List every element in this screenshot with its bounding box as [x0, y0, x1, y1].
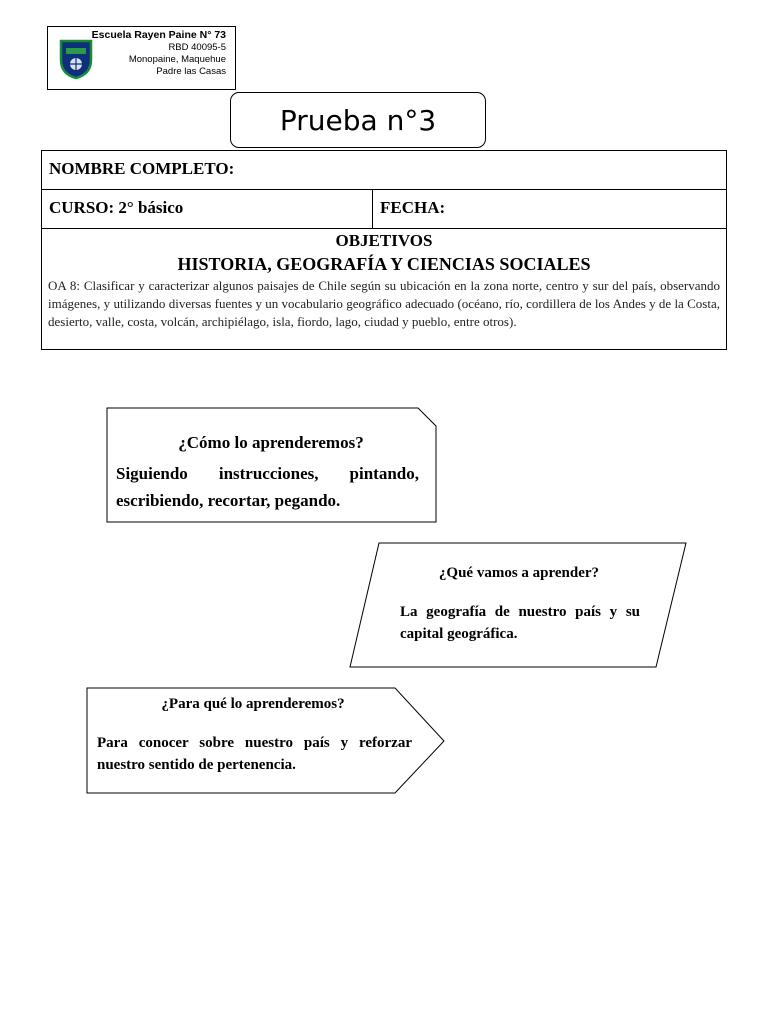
how-answer: Siguiendo instrucciones, pintando, escribiendo, recortar, pegando. [116, 464, 419, 510]
school-name: Escuela Rayen Paine N° 73 [91, 29, 226, 41]
objective-description: OA 8: Clasificar y caracterizar algunos paisajes de Chile según su ubicación en la zona norte, centro y sur del país, observando imágenes, y utilizando diversas fuentes y un vocabulario geográfico adecuado (océano, río, cordillera de los Andes y de la Costa, desierto, valle, costa, volcán, archipiélago, isla, fiordo, lago, ciudad y pueblo, entre otros). [48, 278, 720, 329]
subject-title: HISTORIA, GEOGRAFÍA Y CIENCIAS SOCIALES [177, 254, 591, 274]
why-question: ¿Para qué lo aprenderemos? [161, 696, 345, 712]
course-row [42, 190, 726, 229]
objectives-title: OBJETIVOS [335, 231, 433, 250]
school-place: Monopaine, Maquehue [128, 54, 226, 65]
how-question: ¿Cómo lo aprenderemos? [178, 433, 364, 452]
objectives-row [42, 229, 726, 350]
title-box [230, 92, 486, 148]
school-crest-icon [58, 38, 94, 80]
school-header [47, 26, 236, 90]
cell-divider [372, 190, 373, 228]
student-info-table [41, 150, 727, 350]
date-label[interactable]: FECHA: [380, 198, 446, 217]
what-answer: La geografía de nuestro país y su capital geográfica. [400, 604, 640, 642]
school-city: Padre las Casas [156, 66, 226, 77]
what-question: ¿Qué vamos a aprender? [438, 565, 600, 581]
name-row[interactable] [42, 151, 726, 190]
school-rbd: RBD 40095-5 [168, 42, 226, 53]
page-title: Prueba n°3 [279, 103, 437, 137]
course-label: CURSO: 2° básico [49, 198, 184, 217]
why-answer: Para conocer sobre nuestro país y reforzar nuestro sentido de pertenencia. [97, 735, 412, 773]
name-label: NOMBRE COMPLETO: [49, 159, 235, 178]
